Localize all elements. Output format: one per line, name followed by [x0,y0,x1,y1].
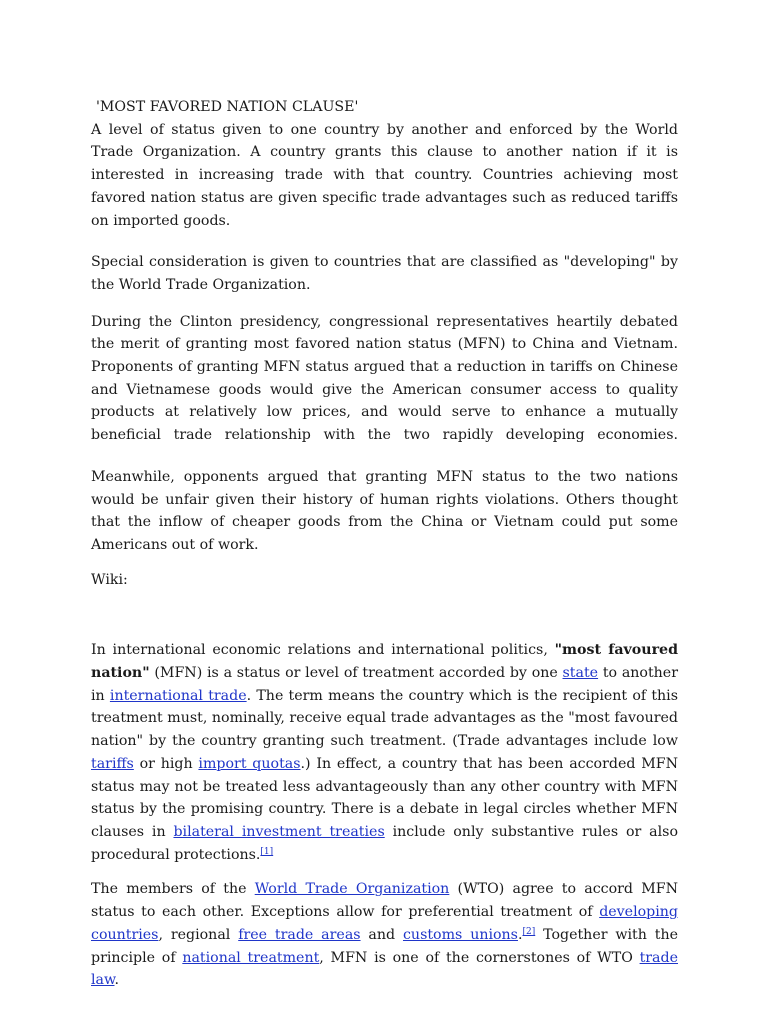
link-free-trade-areas[interactable]: free trade areas [238,926,361,943]
text-span: In international economic relations and international politics, [91,642,555,659]
text-span: Together with the principle of [91,926,678,966]
text-span: include only substantive rules or also procedural protections. [91,823,678,863]
text-span: , regional [158,926,239,943]
wiki-label: Wiki: [91,571,128,588]
definition-paragraph: A level of status given to one country by another and enforced by the World Trade Organization. A country grants this clause to another nation if it is interested in increasing trade with that country. Countries achieving most favored nation status are given specific trade advantages such as reduced tariffs on imported goods. [91,121,678,229]
text-span: .) In effect, a country that has been accorded MFN status may not be treated less advantageously than any other country with MFN status by the promising country. There is a debate in legal circles whether MFN clauses in [91,755,679,840]
link-import-quotas[interactable]: import quotas [198,755,301,772]
link-world-trade-organization[interactable]: World Trade Organization [254,881,450,898]
text-span: . [114,972,119,989]
text-span: . [517,926,523,943]
link-national-treatment[interactable]: national treatment [182,949,320,966]
document-title: 'MOST FAVORED NATION CLAUSE' [96,99,359,115]
text-span: . The term means the country which is the recipient of this treatment must, nominally, receive equal trade advantages as the "most favoured nation" by the country granting such treatment. (Trade advantages include low [91,687,678,750]
developing-paragraph: Special consideration is given to countries that are classified as "developing" by the World Trade Organization. [91,254,678,293]
link-international-trade[interactable]: international trade [109,687,247,704]
clinton-paragraph: During the Clinton presidency, congressional representatives heartily debated the merit of granting most favored nation status (MFN) to China and Vietnam. Proponents of granting MFN status argued that a reduction in tariffs on Chinese and Vietnamese goods would give the American consumer access to quality products at relatively low prices, and would serve to enhance a mutually beneficial trade relationship with the two rapidly developing economies. [91,313,678,444]
wiki-mfn-paragraph [91,639,678,866]
text-span: or high [133,755,199,772]
link-state[interactable]: state [562,665,599,682]
wiki-wto-paragraph [91,878,678,992]
text-span: (WTO) agree to accord MFN status to each other. Exceptions allow for preferential treatment of [91,881,678,921]
link-trade-law[interactable]: trade law [91,949,678,989]
link-developing-countries[interactable]: developing countries [91,904,678,943]
mfn-bold-term: "most favoured nation" [91,642,678,682]
text-span: to another in [91,665,678,704]
text-span: , MFN is one of the cornerstones of WTO [319,949,640,966]
reference-1-link[interactable]: [1] [260,846,274,857]
text-span: (MFN) is a status or level of treatment accorded by one [149,665,563,682]
link-tariffs[interactable]: tariffs [91,755,134,772]
text-span: The members of the [91,881,255,898]
text-span: and [360,926,403,943]
link-customs-unions[interactable]: customs unions [402,926,518,943]
link-bilateral-investment-treaties[interactable]: bilateral investment treaties [173,823,385,840]
reference-2-link[interactable]: [2] [522,926,536,937]
opponents-paragraph: Meanwhile, opponents argued that granting MFN status to the two nations would be unfair given their history of human rights violations. Others thought that the inflow of cheaper goods from the China or Vietnam could put some Americans out of work. [91,468,678,553]
